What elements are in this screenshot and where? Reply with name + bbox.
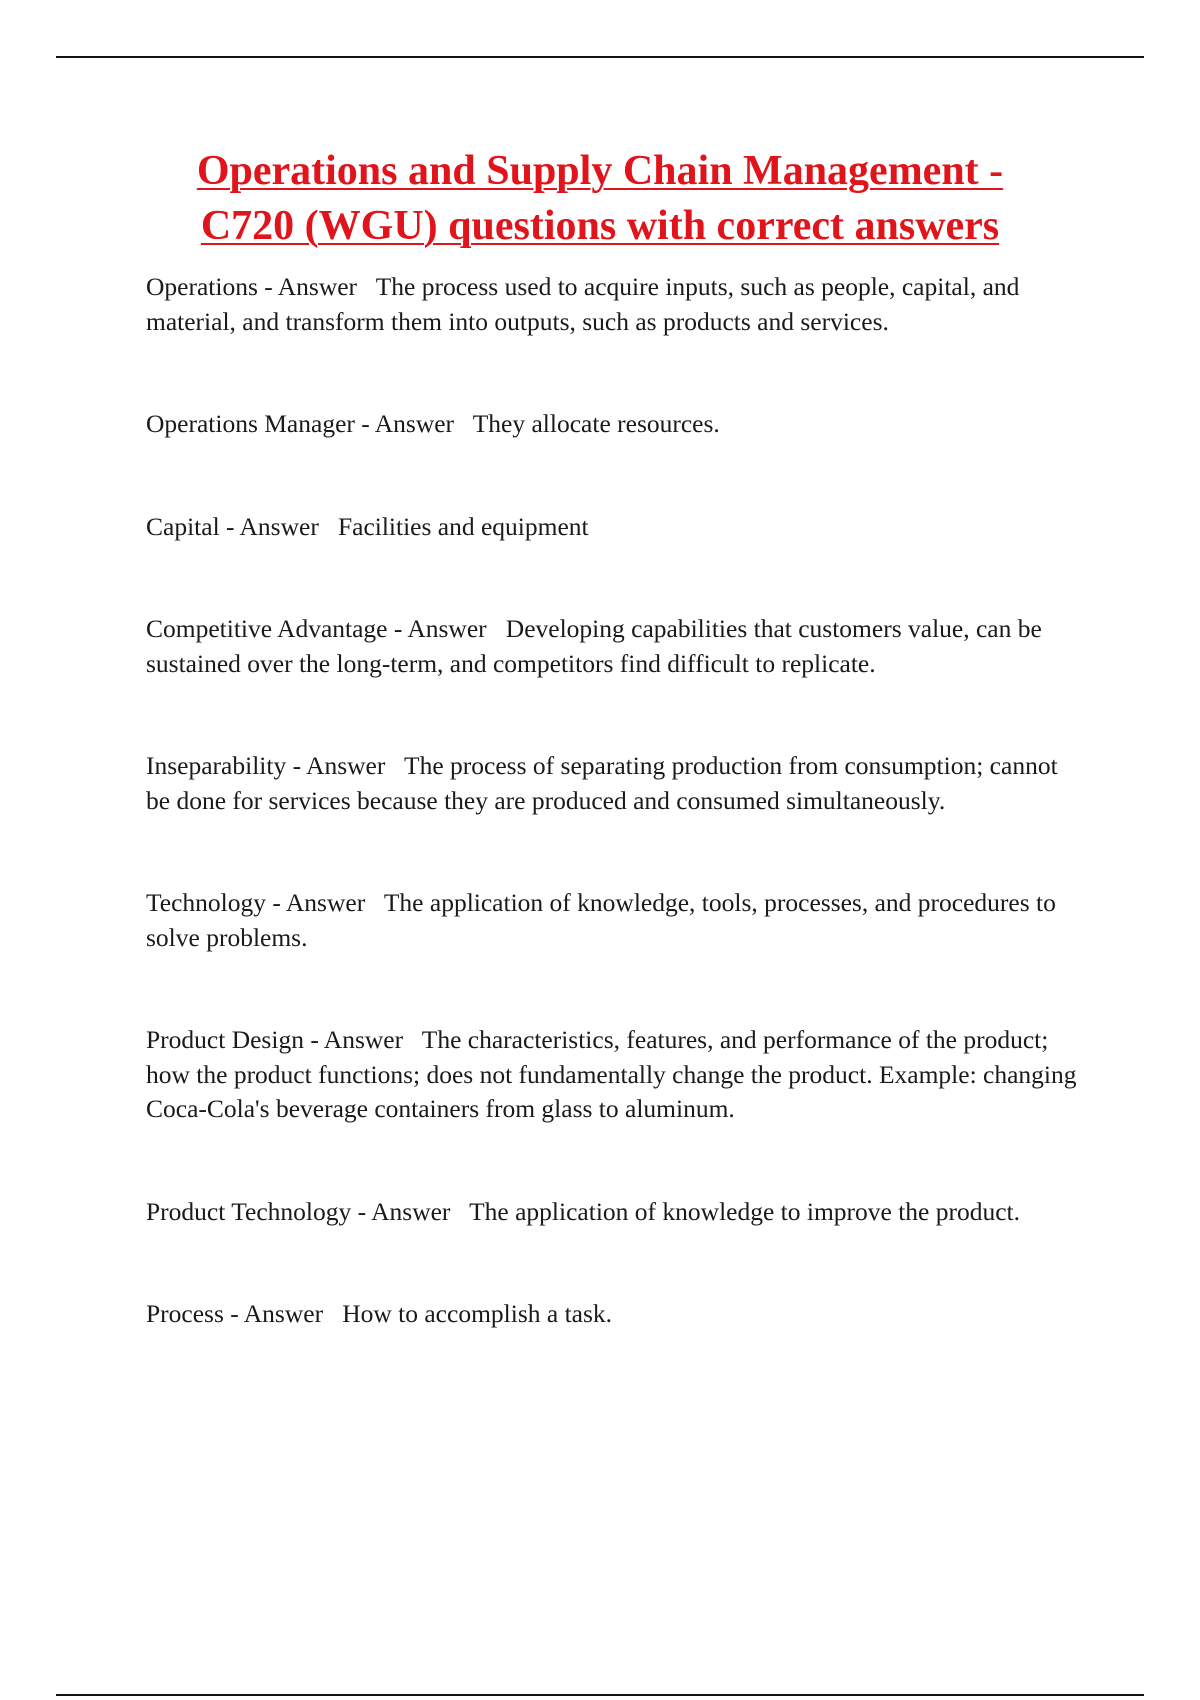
- qa-term: Product Design: [146, 1025, 304, 1054]
- qa-separator: - Answer: [351, 1196, 470, 1226]
- qa-separator: - Answer: [303, 1025, 422, 1054]
- qa-term: Inseparability: [146, 751, 287, 780]
- qa-entry-competitive-advantage: [146, 612, 1086, 681]
- qa-separator: - Answer: [387, 614, 506, 643]
- qa-separator: - Answer: [223, 1299, 343, 1328]
- qa-separator: - Answer: [257, 272, 376, 301]
- qa-entry-operations: [146, 270, 1086, 339]
- qa-answer: They allocate resources.: [472, 409, 720, 438]
- qa-answer: The application of knowledge to improve the product.: [469, 1196, 1021, 1226]
- qa-term: Operations: [146, 272, 258, 301]
- qa-answer: The process used to acquire inputs, such as people, capital, and material, and transform them into outputs, such as products and services.: [146, 272, 1020, 336]
- qa-term: Competitive Advantage: [146, 614, 388, 643]
- qa-entry-capital: [146, 510, 1086, 545]
- header-rule: [56, 56, 1144, 58]
- qa-entry-inseparability: [146, 749, 1086, 818]
- qa-separator: - Answer: [266, 888, 384, 917]
- qa-answer: How to accomplish a task.: [342, 1299, 613, 1328]
- qa-answer: The characteristics, features, and performance of the product; how the product functions; does not fundamentally change the product. Example: changing Coca-Cola's beverage containers from glass to aluminum.: [146, 1025, 1077, 1123]
- qa-separator: - Answer: [219, 511, 338, 541]
- qa-entry-operations-manager: [146, 407, 1086, 442]
- qa-separator: - Answer: [286, 751, 405, 780]
- qa-answer: Developing capabilities that customers value, can be sustained over the long-term, and competitors find difficult to replicate.: [146, 614, 1042, 678]
- qa-term: Product Technology: [146, 1196, 352, 1226]
- title-line-2: C720 (WGU) questions with correct answers: [200, 203, 1000, 249]
- qa-term: Technology: [146, 888, 267, 917]
- qa-term: Capital: [146, 511, 220, 541]
- footer-rule: [56, 1694, 1144, 1696]
- qa-entry-product-design: [146, 1023, 1086, 1127]
- qa-answer: The application of knowledge, tools, processes, and procedures to solve problems.: [146, 888, 1056, 952]
- qa-entry-process: [146, 1297, 1086, 1332]
- qa-term: Process: [146, 1299, 224, 1328]
- qa-answer: The process of separating production from consumption; cannot be done for services because they are produced and consumed simultaneously.: [146, 751, 1058, 815]
- qa-entry-product-technology: [146, 1195, 1086, 1230]
- title-line-1: Operations and Supply Chain Management -: [196, 148, 1004, 194]
- qa-separator: - Answer: [354, 409, 473, 438]
- qa-list: [146, 270, 1086, 1332]
- qa-answer: Facilities and equipment: [337, 511, 589, 541]
- qa-entry-technology: [146, 886, 1086, 955]
- document-title: [100, 144, 1100, 254]
- qa-term: Operations Manager: [146, 409, 355, 438]
